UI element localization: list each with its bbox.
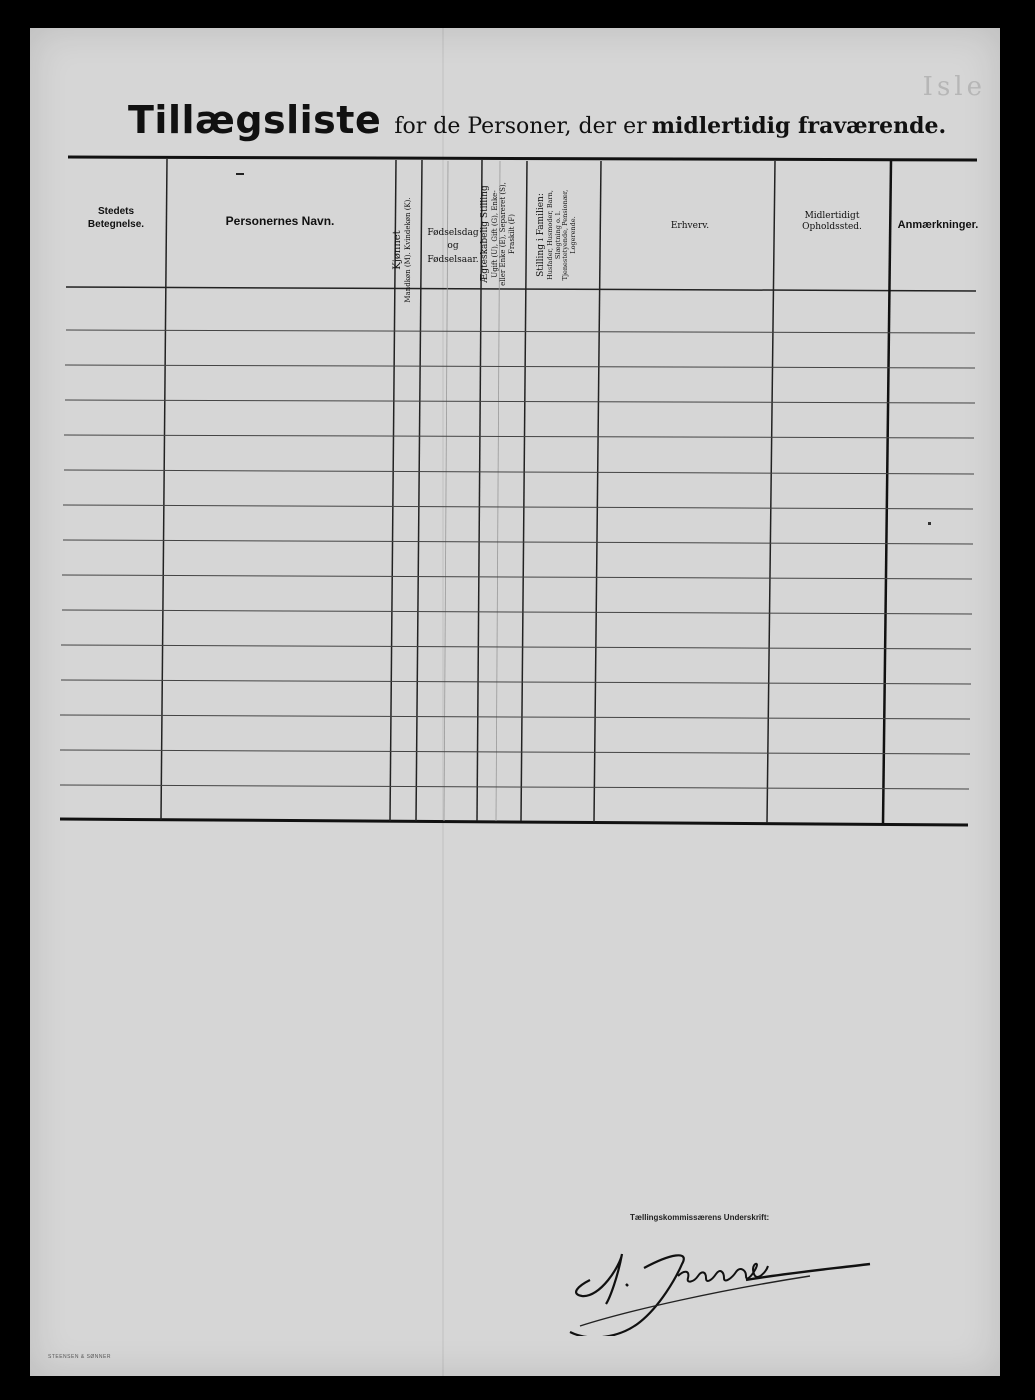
header-fodselsdag: Fødselsdag og Fødselsaar. — [427, 228, 479, 265]
title-part: for de Personer, der er — [394, 114, 647, 139]
title-bold: midlertidig fraværende. — [651, 113, 947, 139]
header-erhverv: Erhverv. — [670, 221, 710, 231]
title-main: Tillægsliste — [128, 98, 382, 142]
header-kjonnet: Kjønnet Mandkøn (M). Kvindekøn (K). — [392, 197, 412, 303]
signature-label: Tællingskommissærens Underskrift: — [630, 1213, 770, 1222]
corner-mark: Isle — [922, 72, 986, 102]
header-midlertidigt-opholdssted: Midlertidigt Opholdssted. — [802, 211, 862, 233]
header-stilling-i-familien: Stilling i Familien: Husfader, Husmoder, Barn, Slægtning o. l. Tjenestetyende, Pensionær, Logerende. — [536, 189, 578, 281]
header-anmaerkninger: Anmærkninger. — [897, 219, 979, 231]
header-aegteskabelig-stilling: Ægteskabelig Stilling Ugift (U), Gift (G), Enke- eller Enke (E), Separeret (S), Fraskilt (F) — [480, 182, 516, 286]
header-stedets-betegnelse: Stedets Betegnelse. — [87, 206, 145, 230]
handwritten-signature — [560, 1246, 880, 1336]
census-sheet — [30, 28, 1000, 1376]
printer-mark: STEENSEN & SØNNER — [48, 1354, 111, 1360]
header-personernes-navn: Personernes Navn. — [225, 214, 335, 228]
